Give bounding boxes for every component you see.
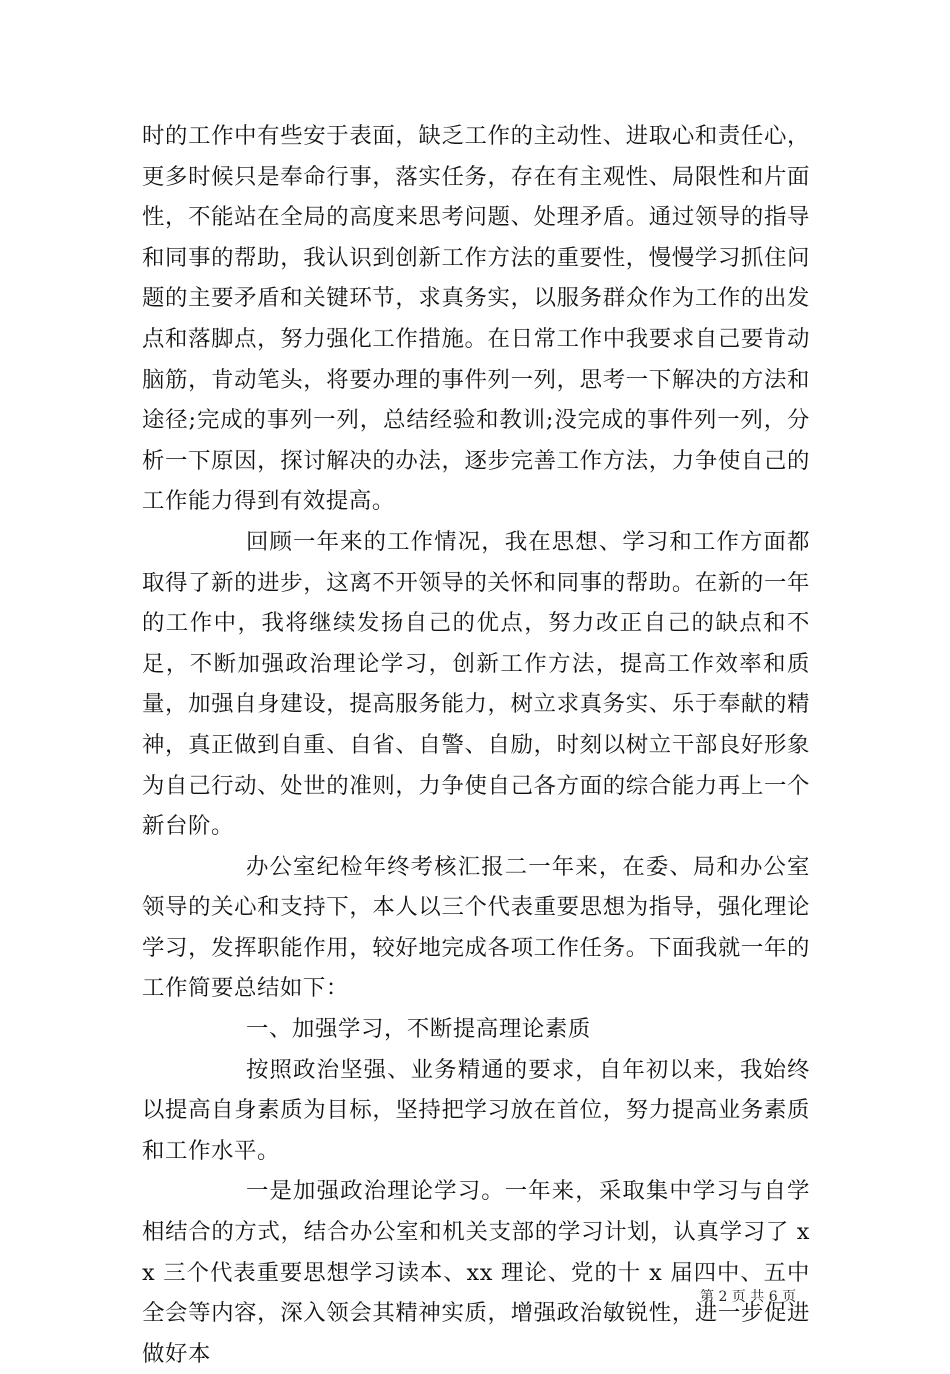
paragraph-study-goal: 按照政治坚强、业务精通的要求，自年初以来，我始终以提高自身素质为目标，坚持把学习放在首位，努力提高业务素质和工作水平。 [142,1056,810,1164]
paragraph-report-intro: 办公室纪检年终考核汇报二一年来，在委、局和办公室领导的关心和支持下，本人以三个代表重要思想为指导，强化理论学习，发挥职能作用，较好地完成各项工作任务。下面我就一年的工作简要总结如下： [142,853,810,1002]
paragraph-year-review: 回顾一年来的工作情况，我在思想、学习和工作方面都取得了新的进步，这离不开领导的关怀和同事的帮助。在新的一年的工作中，我将继续发扬自己的优点，努力改正自己的缺点和不足，不断加强政治理论学习，创新工作方法，提高工作效率和质量，加强自身建设，提高服务能力，树立求真务实、乐于奉献的精神，真正做到自重、自省、自警、自励，时刻以树立干部良好形象为自己行动、处世的准则，力争使自己各方面的综合能力再上一个新台阶。 [142,528,810,840]
paragraph-political-study: 一是加强政治理论学习。一年来，采取集中学习与自学相结合的方式，结合办公室和机关支部的学习计划，认真学习了 xx 三个代表重要思想学习读本、xx 理论、党的十 x 届四中、五中全会等内容，深入领会其精神实质，增强政治敏锐性，进一步促进做好本 [142,1178,810,1367]
paragraph-continuation: 时的工作中有些安于表面，缺乏工作的主动性、进取心和责任心，更多时候只是奉命行事，落实任务，存在有主观性、局限性和片面性，不能站在全局的高度来思考问题、处理矛盾。通过领导的指导和同事的帮助，我认识到创新工作方法的重要性，慢慢学习抓住问题的主要矛盾和关键环节，求真务实，以服务群众作为工作的出发点和落脚点，努力强化工作措施。在日常工作中我要求自己要肯动脑筋，肯动笔头，将要办理的事件列一列，思考一下解决的方法和途径;完成的事列一列，总结经验和教训;没完成的事件列一列，分析一下原因，探讨解决的办法，逐步完善工作方法，力争使自己的工作能力得到有效提高。 [142,123,810,515]
page-number-footer: 第 2 页 共 6 页 [700,1289,797,1305]
section-heading: 一、加强学习，不断提高理论素质 [246,1016,591,1043]
document-body [142,116,810,1374]
